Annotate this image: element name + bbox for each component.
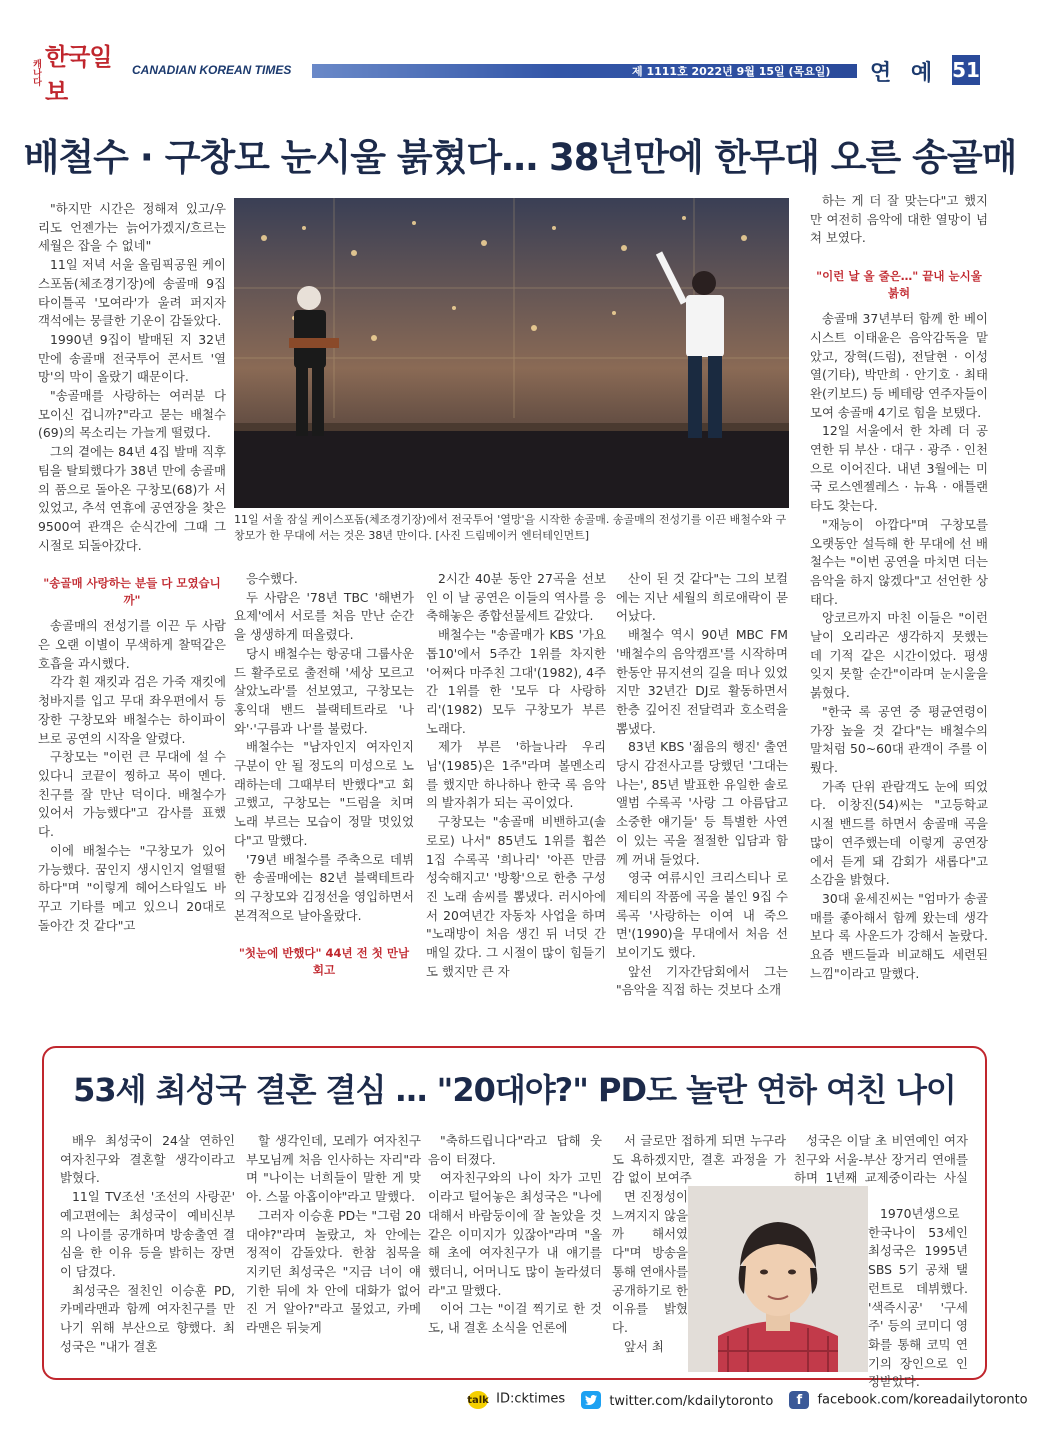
- article2-col4-narrow-text: [612, 1188, 688, 1356]
- paragraph: 각각 흰 재킷과 검은 가죽 재킷에 청바지를 입고 무대 좌우편에서 등장한 구창모와 배철수는 하이파이브로 공연의 시작을 알렸다.: [38, 674, 226, 746]
- paragraph: 배철수는 "송골매가 KBS '가요톱10'에서 5주간 1위를 차지한 '어쩌다 마주친 그대'(1982), 4주간 1위를 한 '모두 다 사랑하리'(1982) 모두 구창모가 부른 노래다.: [426, 627, 606, 736]
- article1-column-3: [426, 570, 606, 981]
- article2-column-1: [60, 1132, 235, 1356]
- paragraph: 제가 부른 '하늘나라 우리님'(1985)은 1주"라며 볼멘소리를 했지만 하나하나 한국 록 음악의 발자취가 되는 곡이었다.: [426, 739, 606, 811]
- article1-column-4: [616, 570, 788, 1000]
- paragraph: 최성국은 절친인 이승훈 PD, 카메라맨과 함께 여자친구를 만나기 위해 부산으로 향했다. 최성국은 "내가 결혼: [60, 1282, 235, 1354]
- paragraph: 앙코르까지 마친 이들은 "이런 날이 오리라곤 생각하지 못했는데 기적 같은 시간이었다. 평생 잊지 못할 순간"이라며 눈시울을 붉혔다.: [810, 610, 988, 701]
- facebook-link[interactable]: [789, 1391, 1027, 1409]
- twitter-url: twitter.com/kdailytoronto: [609, 1394, 774, 1409]
- paragraph: 하는 게 더 잘 맞는다"고 했지만 여전히 음악에 대한 열망이 넘쳐 보였다.: [810, 193, 988, 246]
- paragraph: 배철수 역시 90년 MBC FM '배철수의 음악캠프'를 시작하며 한동안 뮤지션의 길을 떠나 있었지만 32년간 DJ로 활동하면서 한층 깊어진 전달력과 호소력을 뽐냈다.: [616, 627, 788, 736]
- article2-column-4-narrow: [612, 1188, 688, 1356]
- kakao-link[interactable]: [468, 1391, 565, 1409]
- article2-col5-narrow-text: [868, 1205, 968, 1392]
- paragraph: 응수했다.: [246, 571, 298, 586]
- facebook-url: facebook.com/koreadailytoronto: [817, 1392, 1028, 1408]
- twitter-link[interactable]: [581, 1391, 773, 1409]
- paragraph: "재능이 아깝다"며 구창모를 오랫동안 설득해 한 무대에 선 배철수는 "이번 공연을 마치면 더는 음악을 하지 않겠다"고 선언한 상태다.: [810, 516, 988, 607]
- facebook-icon: f: [789, 1391, 809, 1409]
- newspaper-logo: [30, 43, 120, 106]
- logo-name: 한국일보: [45, 43, 112, 106]
- issue-date: 제 1111호 2022년 9월 15일 (목요일): [632, 65, 831, 78]
- article2-column-3: [428, 1132, 602, 1338]
- paragraph: 송골매 37년부터 함께 한 베이시스트 이태윤은 음악감독을 맡았고, 장혁(드럼), 전달현 · 이성열(기타), 박만희 · 안기호 · 최태완(키보드) 등 베테랑 연주자들이 모여 송골매 4기로 힘을 보탰다.: [810, 311, 988, 420]
- masthead: CANADIAN KOREAN TIMES: [132, 63, 292, 77]
- article1-col4-text: [616, 570, 788, 1000]
- paragraph: 산이 된 것 같다"는 그의 보컬에는 지난 세월의 희로애락이 묻어났다.: [616, 571, 788, 624]
- paragraph: 배철수는 "남자인지 여자인지 구분이 안 될 정도의 미성으로 노래하는데 그때부터 반했다"고 회고했고, 구창모는 "드럼을 치며 노래 부르는 모습이 정말 멋있었다"고 말했다.: [234, 739, 414, 848]
- paragraph: 2시간 40분 동안 27곡을 선보인 이 날 공연은 이들의 역사를 응축해놓은 종합선물세트 같았다.: [426, 571, 606, 624]
- twitter-icon: [581, 1391, 601, 1409]
- paragraph: 서 글로만 접하게 되면 누구라도 욕하겠지만, 결혼 과정을 가감 없이 보여주: [612, 1133, 786, 1186]
- kakao-id: ID:cktimes: [496, 1391, 566, 1407]
- article1-col1-bottom: [38, 617, 226, 935]
- paragraph: 영국 여류시인 크리스티나 로제티의 작품에 곡을 붙인 9집 수록곡 '사랑하는 이여 내 죽으면'(1990)을 무대에서 처음 선보이기도 했다.: [616, 870, 788, 961]
- paragraph: 구창모는 "송골매 비밴하고(솔로로) 나서" 85년도 1위를 휩쓴 1집 수록곡 '희나리' '아픈 만큼 성숙해지고' '방황'으로 한층 구성진 노래 솜씨를 뽐냈다. 러시아에서 20여년간 자동차 사업을 하며 "노래방이 처음 생긴 뒤 너덧 간 매일 갔다. 그 시절이 많이 힘들기도 했지만 큰 자: [426, 814, 606, 979]
- paragraph: "한국 록 공연 중 평균연령이 가장 높을 것 같다"는 배철수의 말처럼 50~60대 관객이 주를 이뤘다.: [810, 703, 988, 775]
- subheading-3: "이런 날 올 줄은…" 끝내 눈시울 붉혀: [816, 269, 982, 301]
- logo-daily: 캐나다: [31, 58, 41, 86]
- article1-column-5: [810, 192, 988, 983]
- paragraph: 배우 최성국이 24살 연하인 여자친구와 결혼할 생각이라고 밝혔다.: [60, 1133, 235, 1186]
- paragraph: 11일 TV조선 '조선의 사랑꾼' 예고편에는 최성국이 예비신부의 나이를 공개하며 방송출연 결심을 한 이유 등을 밝히는 장면이 담겼다.: [60, 1189, 235, 1279]
- paragraph: 11일 저녁 서울 올림픽공원 케이스포돔(체조경기장)에 송골매 9집 타이틀곡 '모여라'가 울려 퍼지자 객석에는 뭉클한 기운이 감돌았다.: [38, 257, 226, 329]
- article2-col3-text: [428, 1132, 602, 1338]
- page-number: 51: [952, 55, 980, 85]
- paragraph: 송골매의 전성기를 이끈 두 사람은 오랜 이별이 무색하게 찰떡같은 호흡을 과시했다.: [38, 618, 226, 671]
- subheading-2: "첫눈에 반했다" 44년 전 첫 만남 회고: [238, 946, 410, 978]
- article2-col2-text: [246, 1132, 421, 1338]
- paragraph: 1970년생으로 한국나이 53세인 최성국은 1995년 SBS 5기 공채 탤런트로 데뷔했다. '색즉시공' '구세주' 등의 코미디 영화를 통해 코믹 연기의 장인으로 인정받았다.: [868, 1206, 968, 1390]
- paragraph: "송골매를 사랑하는 여러분 다 모이신 겁니까?"라고 묻는 배철수(69)의 목소리는 가늘게 떨렸다.: [38, 388, 226, 441]
- footer-social: [467, 1389, 1028, 1411]
- section-title: 연 예: [870, 61, 939, 86]
- paragraph: 당시 배철수는 항공대 그룹사운드 활주로로 출전해 '세상 모르고 살았노라'를 선보였고, 구창모는 홍익대 밴드 블랙테트라로 '나와'·'구름과 나'를 불렀다.: [234, 645, 414, 736]
- article1-column-1: [38, 200, 226, 935]
- paragraph: 이어 그는 "이걸 찍기로 한 것도, 내 결혼 소식을 언론에: [428, 1301, 602, 1336]
- paragraph: 구창모는 "이런 큰 무대에 설 수 있다니 코끝이 찡하고 목이 멘다. 친구를 잘 만난 덕이다. 배철수가 있어서 가능했다"고 감사를 표했다.: [38, 749, 226, 840]
- paragraph: "축하드립니다"라고 답해 웃음이 터졌다.: [428, 1133, 602, 1167]
- paragraph: 이에 배철수는 "구창모가 있어 가능했다. 꿈인지 생시인지 얼떨떨하다"며 "이렇게 헤어스타일도 바꾸고 기타를 메고 있으니 20대로 돌아간 것 같다"고: [38, 842, 226, 933]
- paragraph: "하지만 시간은 정해져 있고/우리도 언젠가는 늙어가겠지/흐르는 세월은 잡을 수 없네": [38, 201, 226, 254]
- paragraph: 83년 KBS '젊음의 행진' 출연 당시 감전사고를 당했던 '그대는 나는', 85년 발표한 유일한 솔로 앨범 수록곡 '사랑 그 아름답고 소중한 얘기들' 등 특별한 사연이 있는 곡을 절절한 입담과 함께 꺼내 들었다.: [616, 739, 788, 867]
- photo-caption: 11일 서울 잠실 케이스포돔(체조경기장)에서 전국투어 '열망'을 시작한 송골매. 송골매의 전성기를 이끈 배철수와 구창모가 한 무대에 서는 것은 38년 만이다. [사진 드림메이커 엔터테인먼트]: [234, 513, 787, 542]
- article1-col5-top: [810, 192, 988, 248]
- article1-col1-top: [38, 200, 226, 555]
- article1-col3-text: [426, 570, 606, 981]
- headline-2: 53세 최성국 결혼 결심 … "20대야?" PD도 놀란 연하 여친 나이: [73, 1071, 956, 1109]
- kakaotalk-icon: talk: [468, 1391, 488, 1409]
- article2-column-5-narrow: [868, 1205, 968, 1392]
- article1-col5-bottom: [810, 310, 988, 983]
- paragraph: 성국은 이달 초 비연예인 여자친구와 서울-부산 장거리 연애를 하며 1년째 교제중이라는 사실: [794, 1133, 968, 1186]
- paragraph: 여자친구와의 나이 차가 고민이라고 털어놓은 최성국은 "나에 대해서 바람둥이에 잘 놀았을 것 같은 이미지가 있잖아"라며 "올해 초에 여자친구가 내 얘기를 했더니, 어머니도 많이 놀라셨더라"고 말했다.: [428, 1170, 602, 1298]
- paragraph: 그의 곁에는 84년 4집 발매 직후 팀을 탈퇴했다가 38년 만에 송골매의 품으로 돌아온 구창모(68)가 서 있었고, 추석 연휴에 공연장을 찾은 9500여 관객은 순식간에 그때 그 시절로 되돌아갔다.: [38, 444, 226, 553]
- paragraph: 30대 윤세진씨는 "엄마가 송골매를 좋아해서 함께 왔는데 생각보다 록 사운드가 강해서 놀랐다. 요즘 밴드들과 비교해도 세련된 느낌"이라고 말했다.: [810, 890, 988, 981]
- article2-column-2: [246, 1132, 421, 1338]
- article1-col2-text: [234, 570, 414, 925]
- paragraph: 두 사람은 '78년 TBC '해변가요제'에서 서로를 처음 만난 순간을 생생하게 떠올렸다.: [234, 589, 414, 643]
- article2-col1-text: [60, 1132, 235, 1356]
- paragraph: 할 생각인데, 모레가 여자친구 부모님께 처음 인사하는 자리"라며 "나이는 너희들이 말한 게 맞아. 스물 아홉이야"라고 말했다.: [246, 1133, 421, 1205]
- portrait-photo: [688, 1186, 868, 1372]
- article2-column-4-top: [612, 1132, 786, 1188]
- paragraph: 12일 서울에서 한 차례 더 공연한 뒤 부산 · 대구 · 광주 · 인천으로 이어진다. 내년 3월에는 미국 로스엔젤레스 · 뉴욕 · 애틀랜타도 찾는다.: [810, 423, 988, 514]
- article1-column-2: [234, 570, 414, 987]
- headline-1: 배철수 · 구창모 눈시울 붉혔다… 38년만에 한무대 오른 송골매: [23, 136, 1017, 179]
- paragraph: 그러자 이승훈 PD는 "그럼 20대야?"라며 놀랐고, 차 안에는 정적이 감돌았다. 한참 침묵을 지키던 최성국은 "지금 너이 얘기한 뒤에 차 안에 대화가 없어진 거 알아?"라고 물었고, 카메라맨은 뒤늦게: [246, 1207, 421, 1336]
- paragraph: 1990년 9집이 발매된 지 32년 만에 송골매 전국투어 콘서트 '열망'의 막이 올랐기 때문이다.: [38, 331, 226, 385]
- paragraph: '79년 배철수를 주축으로 데뷔한 송골매에는 82년 블랙테트라의 구창모와 김정선을 영입하면서 본격적으로 날아올랐다.: [234, 851, 414, 923]
- paragraph: 앞선 기자간담회에서 그는 "음악을 직접 하는 것보다 소개: [616, 963, 788, 998]
- concert-photo: [234, 198, 789, 508]
- paragraph: 면 진정성이 느껴지지 않을까 해서였다"며 방송을 통해 연애사를 공개하기로 한 이유를 밝혔다.: [612, 1189, 688, 1335]
- paragraph: 앞서 최: [624, 1338, 664, 1354]
- article2-col4-top-text: [612, 1132, 786, 1188]
- subheading-1: "송골매 사랑하는 분들 다 모였습니까": [43, 576, 221, 608]
- paragraph: 가족 단위 관람객도 눈에 띄었다. 이창진(54)씨는 "고등학교 시절 밴드를 하면서 송골매 곡을 많이 연주했는데 이렇게 공연장에서 듣게 돼 감회가 새롭다"고 소감을 밝혔다.: [810, 778, 988, 888]
